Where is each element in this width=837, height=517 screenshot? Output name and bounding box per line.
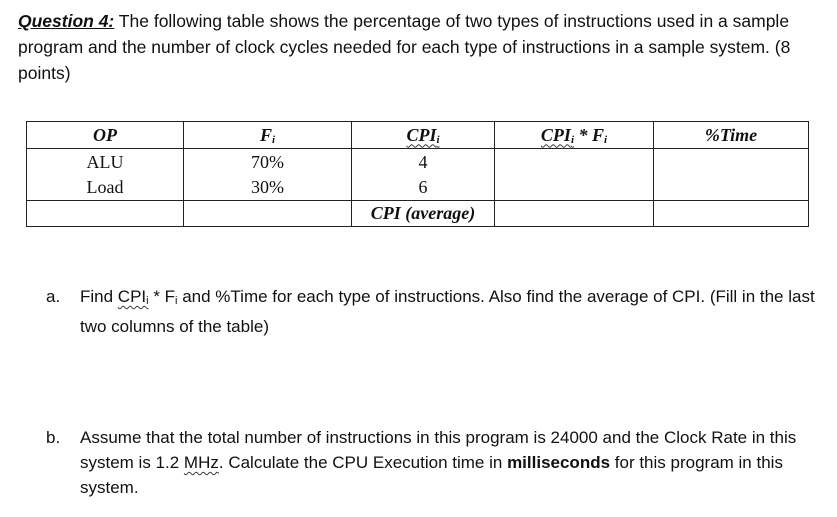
- cell-time: [654, 149, 809, 176]
- cell-f: 70%: [184, 149, 352, 176]
- cell-cpi: 6: [352, 175, 495, 201]
- cell-cpi-times-f: [495, 175, 654, 201]
- header-cpi: $CPI_i$: [352, 122, 495, 149]
- table-average-row: [27, 201, 809, 227]
- cell-empty: [27, 201, 184, 227]
- cell-op: ALU: [27, 149, 184, 176]
- header-op: OP: [27, 122, 184, 149]
- part-b-letter: b.: [46, 428, 61, 447]
- header-f: $F_i$: [184, 122, 352, 149]
- part-a-text: Find $CPI_i * F_i$ and %Time for each type of instructions. Also find the average of CPI. (Fill in the last two columns of the table): [80, 287, 815, 336]
- cell-cpi: 4: [352, 149, 495, 176]
- cell-cpi-times-f: [495, 149, 654, 176]
- question-label: Question 4:: [18, 11, 115, 31]
- part-a: [46, 284, 816, 339]
- question-heading: [18, 8, 818, 86]
- cell-empty: [184, 201, 352, 227]
- part-b: [46, 425, 816, 500]
- cpi-table: [26, 121, 809, 227]
- table-row: [27, 175, 809, 201]
- cpi-average-value: [495, 201, 654, 227]
- cell-op: Load: [27, 175, 184, 201]
- time-average-value: [654, 201, 809, 227]
- table-header-row: [27, 122, 809, 149]
- cpi-average-label: CPI (average): [352, 201, 495, 227]
- question-text: The following table shows the percentage of two types of instructions used in a sample program and the number of clock cycles needed for each type of instructions in a sample system. (8 points): [18, 11, 791, 83]
- part-a-letter: a.: [46, 287, 61, 306]
- part-b-text: Assume that the total number of instructions in this program is 24000 and the Clock Rate in this system is 1.2 MHz. Calculate the CPU Execution time in milliseconds for this program in this system.: [80, 428, 797, 497]
- cell-time: [654, 175, 809, 201]
- table-row: [27, 149, 809, 176]
- header-time: %Time: [654, 122, 809, 149]
- cell-f: 30%: [184, 175, 352, 201]
- header-cpi-times-f: $CPI_i * F_i$: [495, 122, 654, 149]
